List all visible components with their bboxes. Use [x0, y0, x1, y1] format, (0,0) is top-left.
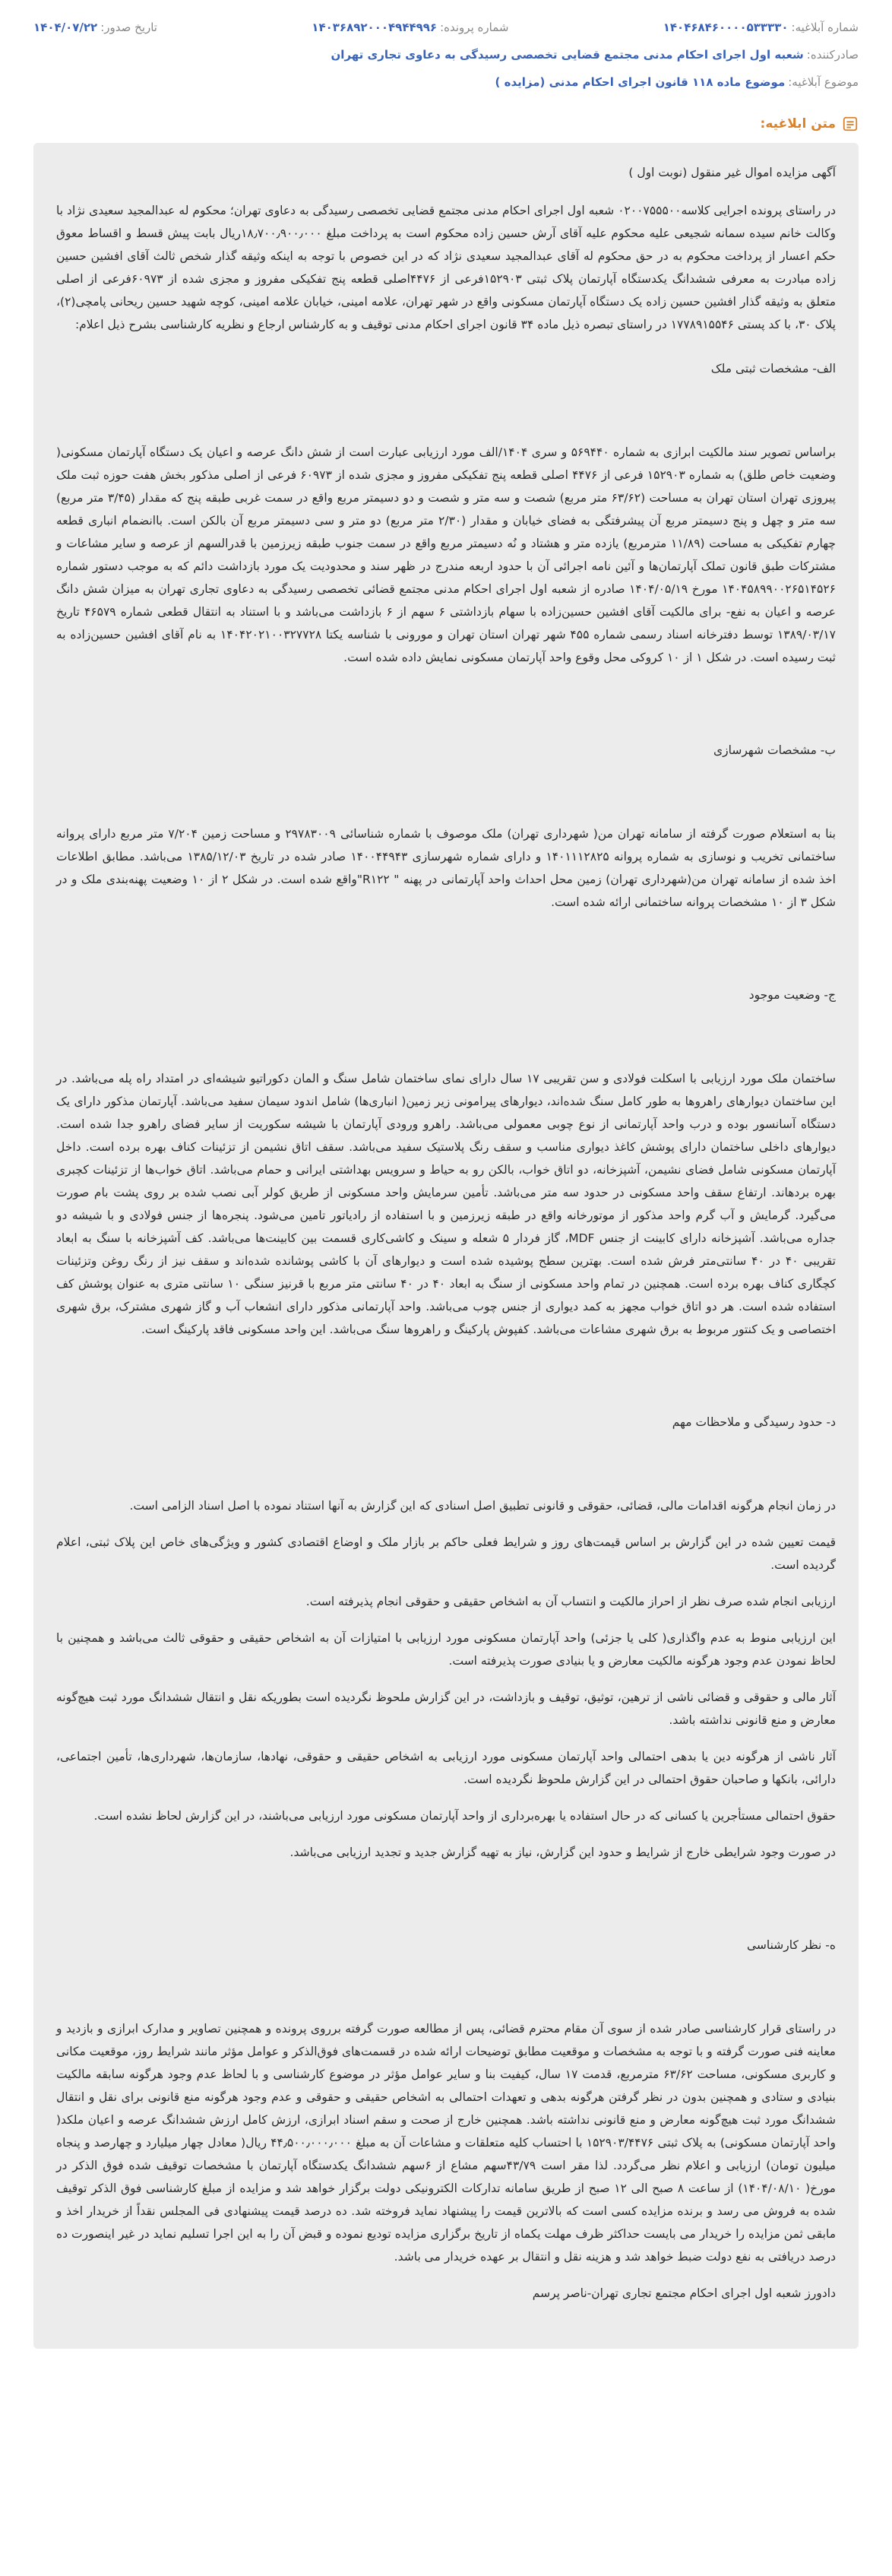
section-d-item: آثار ناشی از هرگونه دین یا بدهی احتمالی واحد آپارتمان مسکونی مورد ارزیابی به اشخاص حقیقی و حقوقی، نهادها، سازمان‌ها، شهرداری‌ها، تأمین اجتماعی، دارائی، بانکها و صاحبان حقوق احتمالی در این گزارش ملحوظ نگردیده است. [56, 1750, 836, 1786]
section-d-item: ارزیابی انجام شده صرف نظر از احراز مالکیت و انتساب آن به اشخاص حقیقی و حقوقی انجام پذیرفته است. [305, 1595, 836, 1608]
signature: دادورز شعبه اول اجرای احکام مجتمع تجاری تهران-ناصر پرسم [532, 2286, 836, 2300]
section-e-heading: ه- نظر کارشناسی [746, 1938, 836, 1952]
notice-subject-value: موضوع ماده ۱۱۸ قانون اجرای احکام مدنی (مزایده ) [495, 75, 786, 89]
notice-meta [0, 0, 892, 96]
notice-text-header [0, 96, 892, 143]
notice-number-label: شماره آبلاغیه: [791, 21, 859, 34]
notice-subject [33, 68, 859, 96]
notice-number [663, 21, 859, 34]
case-number [312, 21, 508, 34]
section-b-heading: ب- مشخصات شهرسازی [713, 743, 836, 757]
notice-number-value: ۱۴۰۴۶۸۴۶۰۰۰۰۵۳۳۳۳۰ [663, 21, 789, 34]
issuer-label: صادرکننده: [806, 48, 859, 62]
case-number-value: ۱۴۰۳۶۸۹۲۰۰۰۴۹۴۴۹۹۶ [312, 21, 438, 34]
document-text-icon [842, 116, 859, 132]
issue-date-label: تاریخ صدور: [100, 21, 157, 34]
meta-row-numbers [33, 14, 859, 41]
issue-date-value: ۱۴۰۴/۰۷/۲۲ [33, 21, 98, 34]
section-d-heading: د- حدود رسیدگی و ملاحظات مهم [672, 1415, 836, 1429]
section-d-item: این ارزیابی منوط به عدم واگذاری( کلی یا جزئی) واحد آپارتمان مسکونی مورد ارزیابی با امتیازات آن به اشخاص حقیقی و حقوقی ثالث می‌باشد و همچنین با لحاظ نمودن عدم وجود هرگونه مالکیت معارض و یا بنیادی صورت پذیرفته است. [56, 1631, 836, 1668]
section-e-paragraph: در راستای قرار کارشناسی صادر شده از سوی آن مقام محترم قضائی، پس از مطالعه صورت گرفته برروی پرونده و همچنین تصاویر و مدارک ابرازی و بازدید و معاینه فنی صورت گرفته و با توجه به مشخصات و موقعیت مطابق توضیحات ارائه شده در قسمت‌های فوق‌الذکر و عوامل مؤثر مانند شرایط روز، موقعیت مکانی و کاربری مسکونی، مساحت ۶۳/۶۲ مترمربع، قدمت ۱۷ سال، کیفیت بنا و سایر عوامل مؤثر در موضوع کارشناسی و با لحاظ عدم وجود هرگونه سابقه مالکیت بنیادی و ستادی و همچنین بدون در نظر گرفتن هرگونه بدهی و تعهدات احتمالی به اشخاص حقیقی و حقوقی و عدم وجود هرگونه منع قانونی برای نقل و انتقال ششدانگ مورد ثبت هیچ‌گونه معارض و منع قانونی نداشته باشد. همچنین خارج از صحت و سقم اسناد ابرازی، ارزش کامل ارزش ششدانگ عرصه و اعیان ملکد( واحد آپارتمان مسکونی) به پلاک ثبتی ۱۵۲۹۰۳/۴۴۷۶ با احتساب کلیه متعلقات و مشاعات آن به مبلغ ۴۴٫۵۰۰٫۰۰۰٫۰۰۰ ریال( معادل چهار میلیارد و چهارصد و پنجاه میلیون تومان) ارزیابی و اعلام نظر می‌گردد. لذا مقر است ۴۳/۷۹سهم مشاع از ۶سهم ششدانگ یکدستگاه آپارتمان با مشخصات توقیف شده فوق الذکر در مورخ( ۱۴۰۴/۰۸/۱۰) از ساعت ۸ صبح الی ۱۲ صبح از طریق سامانه تدارکات الکترونیکی دولت برگزار خواهد شد و مزایده از مبلغ کارشناسی فوق الذکر توقیف شده به فروش می رسد و برنده مزایده کسی است که بالاترین قیمت را پیشنهاد نماید فروخته شد. ده درصد قیمت پیشنهادی فی المجلس نقداً از خریدار اخذ و مابقی ثمن مزایده را خریدار می بایست حداکثر ظرف مهلت یکماه از تاریخ برگزاری مزایده تودیع نموده و قبض آن را به این اجرا تسلیم نماید در غیر اینصورت ده درصد دریافتی به نفع دولت ضبط خواهد شد و هزینه نقل و انتقال بر عهده خریدار می باشد. [56, 2022, 837, 2264]
auction-title: آگهی مزایده اموال غیر منقول (نوبت اول ) [628, 166, 836, 179]
section-d-item: در زمان انجام هرگونه اقدامات مالی، قضائی، حقوقی و قانونی تطبیق اصل اسنادی که این گزارش به آنها استناد نموده با اصل اسناد الزامی است. [129, 1499, 836, 1513]
notice-text-title: متن ابلاغیه: [760, 116, 836, 131]
issue-date [33, 21, 157, 34]
section-a-paragraph: براساس تصویر سند مالکیت ابرازی به شماره ۵۶۹۴۴۰ و سری ۱۴۰۴/الف مورد ارزیابی عبارت است از شش دانگ عرصه و اعیان یک دستگاه آپارتمان مسکونی( وضعیت خاص طلق) به شماره ۱۵۲۹۰۳ فرعی از ۴۴۷۶ اصلی قطعه پنج تفکیکی مفروز و مجزی شده از ۶۰۹۷۳ فرعی از اصلی مذکور بخش هفت حوزه ثبت ملک پیروزی تهران استان تهران به مساحت (۶۳/۶۲ متر مربع) شصت و سه متر و شصت و دو دسیمتر مربع واقع در سمت غربی طبقه پنج که مقدار (۳/۴۵ متر مربع) سه متر و چهل و پنج دسیمتر مربع آن پیشرفتگی به فضای خیابان و مقدار (۲/۳۰ متر مربع) دو متر و سی دسیمتر مربع آن بالکن است. باانضمام انباری قطعه چهارم تفکیکی به مساحت (۱۱/۸۹ مترمربع) یازده متر و هشتاد و نُه دسیمتر مربع واقع در سمت جنوب طبقه زیرزمین با قدرالسهم از عرصه و سایر مشاعات و مشترکات طبق قانون تملک آپارتمان‌ها و آئین نامه اجرائی آن با حدود اربعه مندرج در ظهر سند و محدودیت یک مورد بازداشت دائم که به موجب دستور شماره ۱۴۰۴۵۸۹۹۰۰۲۶۵۱۴۵۲۶ مورخ ۱۴۰۴/۰۵/۱۹ صادره از شعبه اول اجرای احکام مدنی مجتمع قضائی تخصصی رسیدگی به دعاوی تجاری تهران به میزان شش دانگ عرصه و اعیان به نفع- برای مالکیت آقای افشین حسین‌زاده با سهام بازداشتی ۶ سهم از ۶ بازداشت می‌باشد و با استناد به انتقال قطعی شماره ۴۶۵۷۹ تاریخ ۱۳۸۹/۰۳/۱۷ توسط دفترخانه اسناد رسمی شماره ۴۵۵ شهر تهران استان تهران و مورونی با شناسه یکتا ۱۴۰۴۲۰۲۱۰۰۳۲۷۷۲۸ به نام آقای افشین حسین‌زاده به ثبت رسیده است. در شکل ۱ از ۱۰ کروکی محل وقوع واحد آپارتمان مسکونی نمایش داده شده است. [56, 445, 837, 664]
notice-subject-label: موضوع آبلاغیه: [788, 75, 859, 89]
section-d-item: حقوق احتمالی مستأجرین یا کسانی که در حال استفاده یا بهره‌برداری از واحد آپارتمان مسکونی مورد ارزیابی می‌باشند، در این گزارش لحاظ نشده است. [93, 1809, 836, 1823]
section-d-item: در صورت وجود شرایطی خارج از شرایط و حدود این گزارش، نیاز به تهیه گزارش جدید و تجدید ارزیابی می‌باشد. [289, 1846, 836, 1859]
intro-paragraph: در راستای پرونده اجرایی کلاسه۰۲۰۰۷۵۵۵۰۰ شعبه اول اجرای احکام مدنی مجتمع قضایی تخصصی رسیدگی به دعاوی تهران؛ محکوم له عبدالمجید سعیدی نژاد با وکالت خانم سیده سمانه شجیعی علیه محکوم علیه آقای آرش حسین زاده محکوم است به پرداخت مبلغ ۱۸٫۷۰۰٫۹۰۰٫۰۰۰ریال بابت پیش قسط و اقساط معوق حکم اعسار از پرداخت محکوم به در حق محکوم له آقای عبدالمجید سعیدی نژاد که در این خصوص با توجه به اینکه وثیقه گذار شخص ثالث آقای افشین حسین زاده مبادرت به معرفی ششدانگ یکدستگاه آپارتمان پلاک ثبتی ۱۵۲۹۰۳فرعی از ۴۴۷۶اصلی قطعه پنج تفکیکی مفروز و مجزی شده از ۶۰۹۷۳فرعی از اصلی متعلق به وثیقه گذار افشین حسین زاده یک دستگاه آپارتمان مسکونی واقع در شهر تهران، علامه امینی، خیابان علامه امینی، کوچه شهید حسین ریحانی پامچی(۲)، پلاک ۳۰، با کد پستی ۱۷۷۸۹۱۵۵۴۶ در راستای تبصره ذیل ماده ۳۴ قانون اجرای احکام مدنی توقیف و به کارشناس ارجاع و نظریه کارشناسی بشرح ذیل اعلام: [56, 204, 837, 331]
section-d-item: قیمت تعیین شده در این گزارش بر اساس قیمت‌های روز و شرایط فعلی حاکم بر بازار ملک و اوضاع اقتصادی کشور و ویژگی‌های خاص این پلاک ثبتی، اعلام گردیده است. [56, 1535, 836, 1572]
section-a-heading: الف- مشخصات ثبتی ملک [710, 362, 836, 375]
case-number-label: شماره پرونده: [440, 21, 509, 34]
issuer [33, 41, 859, 68]
notice-body [33, 143, 859, 2349]
section-b-paragraph: بنا به استعلام صورت گرفته از سامانه تهران من( شهرداری تهران) ملک موصوف با شماره شناسائی ۲۹۷۸۳۰۰۹ و مساحت زمین ۷/۲۰۴ متر مربع دارای پروانه ساختمانی تخریب و نوسازی به شماره پروانه ۱۴۰۱۱۱۲۸۲۵ و دارای شماره شهرسازی ۱۴۰۰۴۴۹۴۳ صادر شده در تاریخ ۱۳۸۵/۱۲/۰۳ می‌باشد. مطابق اطلاعات اخذ شده از سامانه تهران من(شهرداری تهران) زمین محل احداث واحد آپارتمانی در پهنه " R۱۲۲"واقع شده است. در شکل ۲ از ۱۰ وضعیت پهنه‌بندی ملک و در شکل ۳ از ۱۰ مشخصات پروانه ساختمانی ارائه شده است. [56, 827, 836, 909]
section-c-paragraph: ساختمان ملک مورد ارزیابی با اسکلت فولادی و سن تقریبی ۱۷ سال دارای نمای ساختمان شامل سنگ و المان دکوراتیو شیشه‌ای در امتداد راه پله می‌باشد. در این ساختمان دیوارهای راهروها به طور کامل سنگ شده‌اند، دیوارهای پیرامونی زیر زمین( انباری‌ها) شامل اندود سیمان سفید می‌باشد. آپارتمان مذکور دارای یک دستگاه آسانسور بوده و درب واحد آپارتمانی از نوع چوبی معمولی می‌باشد. راهرو ورودی آپارتمان با شیشه سکوریت از سایر فضای راهرو جدا شده است. دیوارهای داخلی ساختمان دارای پوشش کاغذ دیواری مناسب و سقف رنگ پلاستیک سفید می‌باشد. سقف اتاق نشیمن از تزئینات کناف بهره برده است. داخل آپارتمان مسکونی شامل فضای نشیمن، آشپزخانه، دو اتاق خواب، بالکن رو به حیاط و سرویس بهداشتی ایرانی و حمام می‌باشد. اتاق خواب‌ها از تزئینات کچبری بهره بردهاند. ارتفاع سقف واحد مسکونی در حدود سه متر می‌باشد. تأمین سرمایش واحد مسکونی از طریق کولر آبی نصب شده بر روی پشت بام صورت می‌گیرد. گرمایش و آب گرم واحد مذکور از موتورخانه واقع در طبقه زیرزمین و با استفاده از رادیاتور تامین می‌شود. پنجره‌ها از جنس فولادی و با شیشه دو جداره می‌باشد. آشپزخانه دارای کابینت از جنس MDF، گاز فردار ۵ شعله و سینک و کاشی‌کاری قسمت بین کابینت‌ها می‌باشد. کف آشپزخانه با سنگ به ابعاد تقریبی ۴۰ در ۴۰ سانتی‌متر فرش شده است. بهترین سطح پوشیده شده است و دیوارهای آن با کاشی پوشانده شده‌اند و سقف نیز از رنگ روغن وتزئینات کچگاری کناف بهره برده است. همچنین در تمام واحد مسکونی از سنگ به ابعاد ۴۰ در ۴۰ سانتی متر مربع با قرنیز سنگی ۱۰ سانتی متری به عنوان پوشش کف استفاده شده است. هر دو اتاق خواب مجهز به کمد دیواری از جنس چوب می‌باشد. واحد آپارتمانی مذکور دارای انشعاب آب و گاز شهری مشترک، برق شهری اختصاصی و یک کنتور مربوط به برق شهری مشاعات می‌باشد. کفپوش پارکینگ و راهروها سنگ می‌باشد. این واحد مسکونی فاقد پارکینگ است. [56, 1072, 837, 1336]
section-c-heading: ج- وضعیت موجود [748, 988, 836, 1002]
section-d-item: آثار مالی و حقوقی و قضائی ناشی از ترهین، توثیق، توقیف و بازداشت، در این گزارش ملحوظ نگردیده است بطوریکه نقل و انتقال ششدانگ مورد ثبت هیچ‌گونه معارض و منع قانونی نداشته باشد. [56, 1690, 836, 1727]
issuer-value: شعبه اول اجرای احکام مدنی مجتمع قضایی تخصصی رسیدگی به دعاوی تجاری تهران [331, 48, 804, 62]
